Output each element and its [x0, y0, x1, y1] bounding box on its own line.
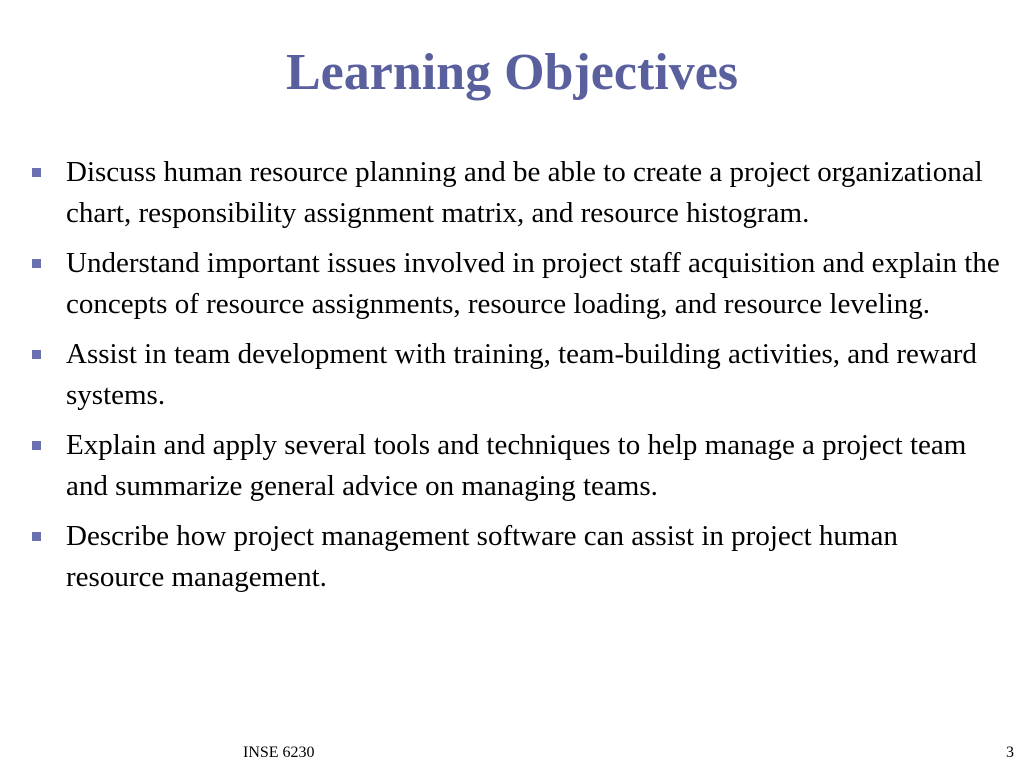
list-item-text: Discuss human resource planning and be able to create a project organizational chart, responsibility assignment matrix, and resource histogram. — [66, 156, 983, 229]
square-bullet-icon — [32, 259, 41, 268]
list-item — [30, 152, 1000, 234]
footer-course-label: INSE 6230 — [243, 744, 315, 761]
list-item — [30, 243, 1000, 325]
slide-title: Learning Objectives — [285, 44, 739, 101]
list-item-text: Understand important issues involved in project staff acquisition and explain the concepts of resource assignments, resource loading, and resource leveling. — [66, 247, 1000, 320]
objectives-list — [30, 152, 1000, 607]
list-item-text: Describe how project management software can assist in project human resource management. — [66, 520, 898, 593]
list-item — [30, 425, 1000, 507]
square-bullet-icon — [32, 532, 41, 541]
square-bullet-icon — [32, 168, 41, 177]
list-item — [30, 334, 1000, 416]
list-item — [30, 516, 1000, 598]
list-item-text: Explain and apply several tools and techniques to help manage a project team and summarize general advice on managing teams. — [66, 429, 967, 502]
square-bullet-icon — [32, 441, 41, 450]
list-item-text: Assist in team development with training, team-building activities, and reward systems. — [66, 338, 977, 411]
square-bullet-icon — [32, 350, 41, 359]
page-number: 3 — [1006, 744, 1014, 761]
